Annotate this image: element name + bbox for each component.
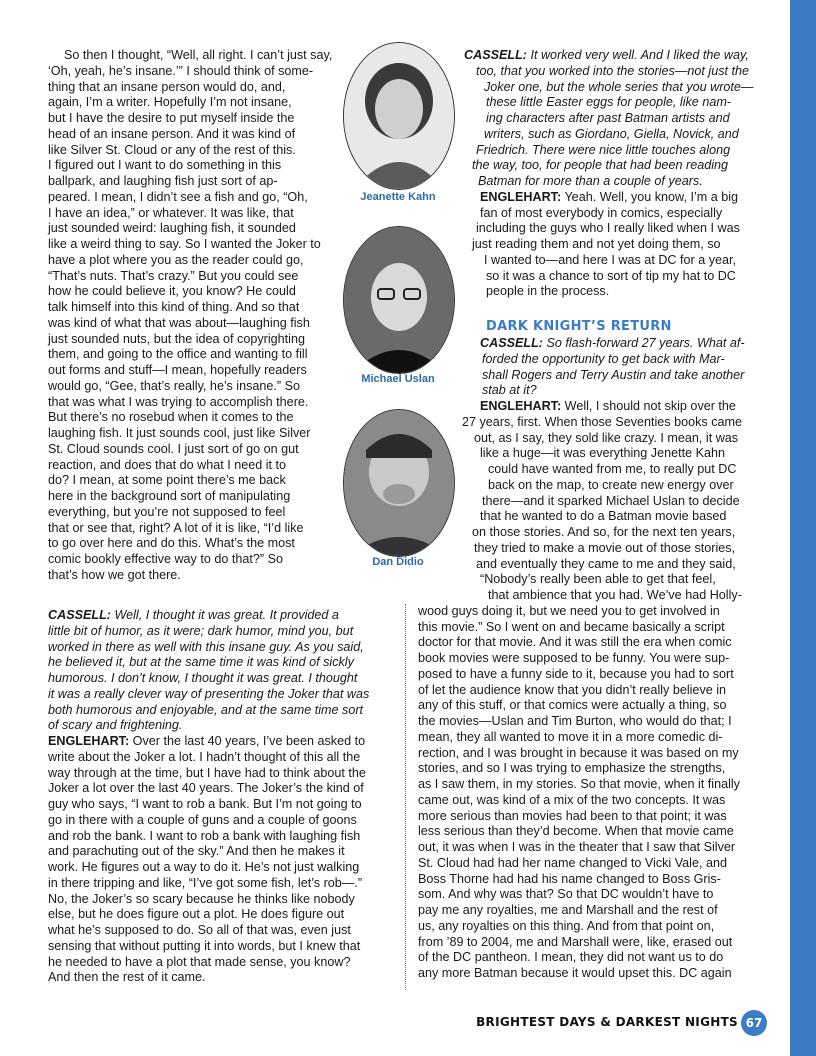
text-line: have a plot where you as the reader could go, xyxy=(48,252,304,267)
speaker-label: CASSELL: xyxy=(480,336,543,350)
text-line: on those stories. And so, for the next ten years, xyxy=(472,525,736,539)
text-line: Well, I thought it was great. It provided a xyxy=(110,608,339,622)
text-line: “Nobody’s really been able to get that feel, xyxy=(480,572,716,587)
text-line: back on the map, to create new energy over xyxy=(488,477,734,492)
section-heading: DARK KNIGHT’S RETURN xyxy=(486,319,672,334)
text-line: would go, “Gee, that’s really, he’s insane.” So xyxy=(48,378,301,393)
text-line: pay me any royalties, me and Marshall and the rest of xyxy=(418,903,718,917)
text-line: was kind of what that was about—laughing fish xyxy=(48,315,310,330)
text-line: less serious than they’d become. When that movie came xyxy=(418,824,734,839)
col2-lower-text xyxy=(418,336,778,982)
text-line: St. Cloud sounds cool. I just sort of go on gut xyxy=(48,441,299,456)
text-line: So then I thought, “Well, all right. I can’t just say, xyxy=(64,48,333,62)
text-line: Boss Thorne had had his name changed to Boss Gris- xyxy=(418,871,721,886)
text-line: in there tripping and like, “I’ve got some fish, let’s rob—.” xyxy=(48,875,363,890)
text-line: mean, they all wanted to move it in a more comedic di- xyxy=(418,729,723,744)
text-line: talk himself into this kind of thing. And so that xyxy=(48,300,300,314)
text-line: Well, I should not skip over the xyxy=(561,399,736,413)
text-line: worked in there as well with this insane guy. As you said, xyxy=(48,639,364,654)
text-line: posed to have a funny side to it, because you had to sort xyxy=(418,666,734,681)
text-line: again, I’m a writer. Hopefully I’m not insane, xyxy=(48,95,292,110)
text-line: No, the Joker’s so scary because he thinks like nobody xyxy=(48,891,355,906)
text-line: any more Batman because it would upset this. DC again xyxy=(418,966,732,980)
text-line: guy who says, “I want to rob a bank. But I’m not going to xyxy=(48,797,362,811)
text-line: Joker one, but the whole series that you wrote— xyxy=(484,79,754,94)
text-line xyxy=(48,734,400,750)
text-line: stab at it? xyxy=(482,383,537,398)
caption-jeanette-kahn: Jeanette Kahn xyxy=(360,191,436,203)
text-line: to go over here and do this. What’s the most xyxy=(48,536,295,551)
text-line: that ambience that you had. We’ve had Holly- xyxy=(488,588,742,602)
text-line: more serious than movies had been to that point; it was xyxy=(418,808,727,823)
text-line: Friedrich. There were nice little touches along xyxy=(476,142,731,157)
text-line: out forms and stuff—I mean, hopefully readers xyxy=(48,363,307,377)
text-line: that he wanted to do a Batman movie based xyxy=(480,509,727,524)
text-line: here in the background sort of manipulating xyxy=(48,489,291,503)
text-line: I wanted to—and here I was at DC for a year, xyxy=(484,252,737,267)
text-line: Batman for more than a couple of years. xyxy=(478,174,703,188)
accent-sidebar xyxy=(790,0,816,1056)
text-line: fan of most everybody in comics, especially xyxy=(480,205,723,220)
text-line: Over the last 40 years, I’ve been asked to xyxy=(129,734,366,748)
column-divider xyxy=(405,604,406,990)
text-line xyxy=(464,48,774,64)
col1-lower-text xyxy=(48,608,400,986)
text-line: just sounded weird: laughing fish, it sounded xyxy=(48,221,296,236)
text-line: the movies—Uslan and Tim Burton, who would do that; I xyxy=(418,714,732,728)
text-line xyxy=(418,399,778,415)
text-line: too, that you worked into the stories—not just the xyxy=(476,63,750,78)
text-line: write about the Joker a lot. I hadn’t thought of this all the xyxy=(48,749,361,764)
text-line: of scary and frightening. xyxy=(48,718,183,733)
speaker-label: CASSELL: xyxy=(48,608,111,622)
caption-dan-didio: Dan Didio xyxy=(372,556,424,568)
text-line: little bit of humor, as it were; dark humor, mind you, but xyxy=(48,623,354,638)
photo-jeanette-kahn xyxy=(343,42,455,190)
text-line: do? I mean, at some point there’s me back xyxy=(48,473,286,488)
text-line: out, it was when I was in the theater that I saw that Silver xyxy=(418,840,736,854)
text-line: ‘Oh, yeah, he’s insane.’” I should think of some- xyxy=(48,63,314,78)
text-line: and parachuting out of the sky.” And then he makes it xyxy=(48,844,345,859)
text-line: reaction, and does that do what I need it to xyxy=(48,457,287,472)
text-line: just sounded nuts, but the idea of copyrighting xyxy=(48,331,305,346)
text-line: the way, too, for people that had been reading xyxy=(472,158,729,173)
text-line xyxy=(464,190,774,206)
text-line: and rob the bank. I want to rob a bank with laughing fish xyxy=(48,828,361,843)
text-line: that was what I was trying to accomplish there. xyxy=(48,394,309,409)
text-line: som. And why was that? So that DC wouldn’t have to xyxy=(418,887,714,902)
text-line: way through at the time, but I have had to think about the xyxy=(48,765,366,780)
text-line: St. Cloud had had her name changed to Vicki Vale, and xyxy=(418,855,727,870)
text-line: both humorous and enjoyable, and at the same time sort xyxy=(48,702,364,717)
text-line: people in the process. xyxy=(486,284,610,299)
text-line: just reading them and not yet doing them, so xyxy=(472,237,721,251)
text-line: stories, and so I was trying to emphasize the strengths, xyxy=(418,761,726,776)
text-line: wood guys doing it, but we need you to get involved in xyxy=(418,603,720,618)
text-line: this movie.” So I went on and became basically a script xyxy=(418,619,725,634)
text-line: came out, was kind of a mix of the two concepts. It was xyxy=(418,792,726,807)
speaker-label: CASSELL: xyxy=(464,48,527,62)
text-line: of the DC pantheon. I mean, they did not want us to do xyxy=(418,950,724,965)
text-line: else, but he does figure out a plot. He does figure out xyxy=(48,907,345,922)
text-line: Joker a lot over the last 40 years. The Joker’s the kind of xyxy=(48,781,364,796)
text-line: laughing fish. It just sounds cool, just like Silver xyxy=(48,426,311,440)
text-line: go in there with a couple of guns and a couple of goons xyxy=(48,812,357,827)
text-line: doctor for that movie. And it was still the era when comic xyxy=(418,635,732,650)
text-line: including the guys who I really liked when I was xyxy=(476,221,740,236)
text-line: could have wanted from me, to really put DC xyxy=(488,462,737,476)
speaker-label: ENGLEHART: xyxy=(48,734,130,748)
text-line: of let the audience know that you didn’t really believe in xyxy=(418,682,727,697)
text-line: But there’s no rosebud when it comes to the xyxy=(48,410,294,425)
text-line: any of this stuff, or that comics were actually a thing, so xyxy=(418,698,727,713)
text-line: these little Easter eggs for people, like nam- xyxy=(486,95,732,110)
text-line: that or see that, right? A lot of it is like, “I’d like xyxy=(48,520,304,535)
text-line: so it was a chance to sort of tip my hat to DC xyxy=(486,268,736,283)
text-line: but I have the desire to put myself inside the xyxy=(48,111,295,125)
text-line: and eventually they came to me and they said, xyxy=(476,556,736,571)
caption-michael-uslan: Michael Uslan xyxy=(361,373,435,385)
text-line: rection, and I was brought in because it was based on my xyxy=(418,745,739,760)
footer-title: BRIGHTEST DAYS & DARKEST NIGHTS xyxy=(476,1015,738,1029)
text-line: I figured out I want to do something in this xyxy=(48,158,282,173)
text-line: writers, such as Giordano, Giella, Novick, and xyxy=(484,126,739,141)
text-line: there—and it sparked Michael Uslan to decide xyxy=(482,493,740,508)
text-line: sensing that without putting it into words, but I knew that xyxy=(48,938,361,953)
text-line xyxy=(48,608,400,624)
text-line: comic bookly effective way to do that?” So xyxy=(48,552,283,566)
text-line: So flash-forward 27 years. What af- xyxy=(542,336,745,350)
col2-upper-text xyxy=(464,48,774,300)
page-number: 67 xyxy=(741,1010,767,1036)
text-line: peared. I mean, I didn’t see a fish and go, “Oh, xyxy=(48,189,308,204)
text-line: he needed to have a plot that made sense, you know? xyxy=(48,954,351,969)
text-line: out, as I say, they sold like crazy. I mean, it was xyxy=(474,430,739,445)
text-line: head of an insane person. And it was kind of xyxy=(48,126,296,141)
text-line: how he could believe it, you know? He could xyxy=(48,284,296,299)
text-line: “That’s nuts. That’s crazy.” But you could see xyxy=(48,268,299,283)
text-line: Yeah. Well, you know, I’m a big xyxy=(561,189,739,204)
text-line: book movies were supposed to be funny. You were sup- xyxy=(418,651,730,665)
text-line: like Silver St. Cloud or any of the rest of this. xyxy=(48,142,296,157)
text-line: I have an idea,” or whatever. It was like, that xyxy=(48,205,294,220)
text-line: shall Rogers and Terry Austin and take another xyxy=(482,367,745,382)
text-line xyxy=(418,336,778,352)
text-line: 27 years, first. When those Seventies books came xyxy=(462,414,742,429)
text-line: ballpark, and laughing fish just sort of ap- xyxy=(48,174,278,188)
text-line: everything, but you’re not supposed to feel xyxy=(48,504,286,519)
text-line: like a huge—it was everything Jenette Kahn xyxy=(480,446,726,461)
col1-top-paragraph xyxy=(48,48,348,584)
text-line: It worked very well. And I liked the way, xyxy=(526,48,749,62)
text-line: that’s how we got there. xyxy=(48,567,181,582)
text-line: ing characters after past Batman artists and xyxy=(486,111,730,125)
text-line: he believed it, but at the same time it was kind of sickly xyxy=(48,655,354,670)
text-line: like a weird thing to say. So I wanted the Joker to xyxy=(48,237,321,251)
text-line: them, and going to the office and wanting to fill xyxy=(48,347,308,362)
speaker-label: ENGLEHART: xyxy=(480,399,562,413)
text-line: they tried to make a movie out of those stories, xyxy=(474,540,736,555)
text-line: humorous. I don’t know, I thought it was great. I thought xyxy=(48,671,358,685)
text-line: us, any royalties on this thing. And from that point on, xyxy=(418,918,715,933)
speaker-label: ENGLEHART: xyxy=(480,189,562,204)
text-line: And then the rest of it came. xyxy=(48,970,206,985)
text-line: it was a really clever way of presenting the Joker that was xyxy=(48,686,370,701)
text-line: thing that an insane person would do, and, xyxy=(48,79,286,94)
text-line: as I saw them, in my stories. So that movie, when it finally xyxy=(418,777,740,791)
text-line: from ’89 to 2004, me and Marshall were, like, erased out xyxy=(418,934,733,949)
text-line: what he’s supposed to do. So all of that was, even just xyxy=(48,923,351,937)
text-line: work. He figures out a way to do it. He’s not just walking xyxy=(48,860,360,874)
text-line: forded the opportunity to get back with Mar- xyxy=(482,351,725,366)
